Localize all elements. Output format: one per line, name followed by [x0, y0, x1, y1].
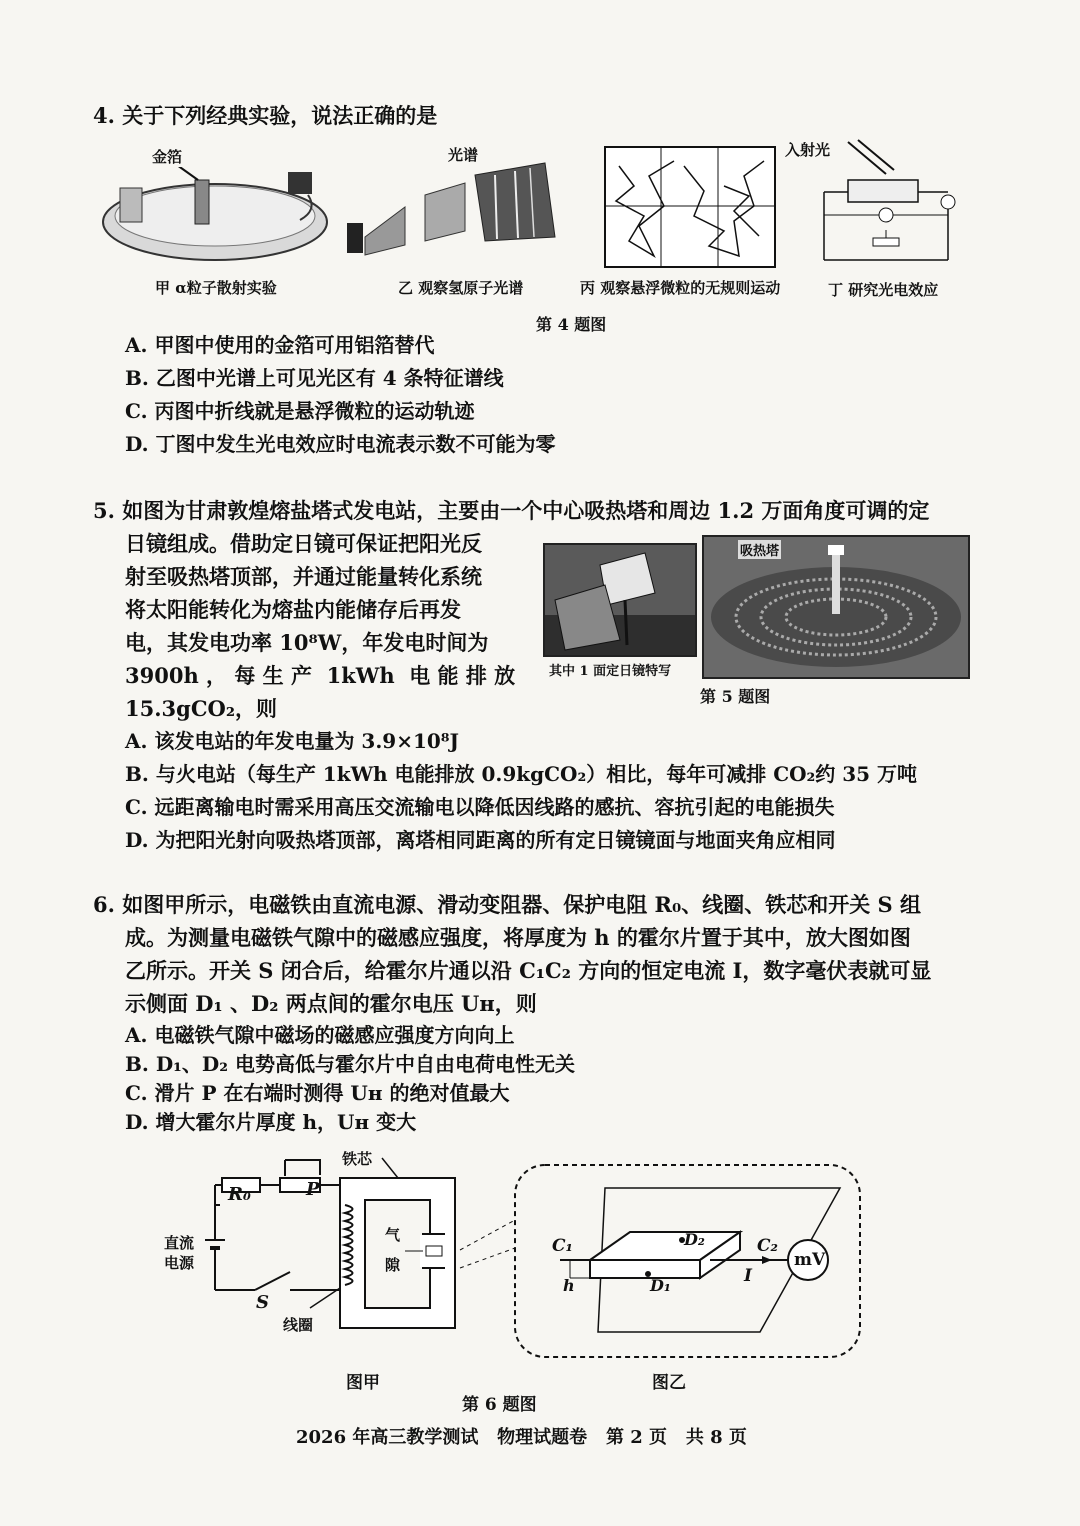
q5-figure-caption: 第 5 题图 [700, 687, 771, 706]
current-i-label: I [744, 1266, 752, 1286]
r0-label: R₀ [228, 1184, 251, 1205]
fig-a-caption: 图甲 [346, 1373, 380, 1393]
alpha-scattering-figure [100, 150, 335, 270]
air-gap-label-2: 隙 [385, 1256, 401, 1274]
dc-source-label-2: 电源 [164, 1254, 195, 1272]
q6-option-b[interactable]: B. D₁、D₂ 电势高低与霍尔片中自由电荷电性无关 [125, 1052, 575, 1076]
caption-ding: 丁 研究光电效应 [828, 281, 939, 299]
caption-bing: 丙 观察悬浮微粒的无规则运动 [580, 279, 781, 297]
iron-core-label: 铁芯 [342, 1150, 373, 1168]
q4-option-d[interactable]: D. 丁图中发生光电效应时电流表示数不可能为零 [125, 432, 556, 456]
q6-figure-caption: 第 6 题图 [462, 1395, 537, 1415]
slider-p-label: P [306, 1179, 320, 1200]
q5-option-a[interactable]: A. 该发电站的年发电量为 3.9×10⁸J [125, 729, 460, 753]
q5-stem-line5: 电，其发电功率 10⁸W，年发电时间为 [125, 630, 489, 655]
caption-yi: 乙 观察氢原子光谱 [398, 279, 524, 297]
coil-label: 线圈 [283, 1316, 314, 1334]
q5-option-c[interactable]: C. 远距离输电时需采用高压交流输电以降低因线路的感抗、容抗引起的电能损失 [125, 795, 835, 819]
q5-option-b[interactable]: B. 与火电站（每生产 1kWh 电能排放 0.9kgCO₂）相比，每年可减排 CO₂约 35 万吨 [125, 762, 918, 786]
millivoltmeter-label: mV [794, 1250, 826, 1270]
q4-stem: 4. 关于下列经典实验，说法正确的是 [93, 103, 438, 128]
thickness-h-label: h [563, 1276, 575, 1295]
dc-source-label-1: 直流 [164, 1234, 195, 1252]
spectrum-label: 光谱 [448, 146, 479, 164]
q5-stem-line3: 射至吸热塔顶部，并通过能量转化系统 [125, 564, 482, 589]
q4-option-a[interactable]: A. 甲图中使用的金箔可用铝箔替代 [125, 333, 435, 357]
q5-option-d[interactable]: D. 为把阳光射向吸热塔顶部，离塔相同距离的所有定日镜镜面与地面夹角应相同 [125, 828, 836, 852]
q6-stem-line3: 乙所示。开关 S 闭合后，给霍尔片通以沿 C₁C₂ 方向的恒定电流 I，数字毫伏表就可显 [125, 958, 932, 983]
switch-s-label: S [256, 1292, 269, 1313]
q4-option-b[interactable]: B. 乙图中光谱上可见光区有 4 条特征谱线 [125, 366, 504, 390]
air-gap-label-1: 气 [385, 1226, 401, 1244]
q6-stem-line2: 成。为测量电磁铁气隙中的磁感应强度，将厚度为 h 的霍尔片置于其中，放大图如图 [125, 925, 911, 950]
q6-stem-line4: 示侧面 D₁ 、D₂ 两点间的霍尔电压 Uʜ，则 [125, 991, 537, 1016]
tower-label: 吸热塔 [738, 540, 781, 559]
c2-label: C₂ [757, 1236, 778, 1256]
incident-light-arrow [838, 138, 898, 182]
page-footer: 2026 年高三教学测试 物理试题卷 第 2 页 共 8 页 [296, 1427, 747, 1448]
fig-b-caption: 图乙 [652, 1373, 686, 1393]
heliostat-photo-caption: 其中 1 面定日镜特写 [549, 664, 672, 679]
d2-label: D₂ [684, 1230, 705, 1249]
d1-label: D₁ [650, 1276, 671, 1295]
q6-option-a[interactable]: A. 电磁铁气隙中磁场的磁感应强度方向向上 [125, 1023, 515, 1047]
q5-stem-line7: 15.3gCO₂，则 [125, 696, 278, 721]
q4-option-c[interactable]: C. 丙图中折线就是悬浮微粒的运动轨迹 [125, 399, 475, 423]
q5-stem-line4: 将太阳能转化为熔盐内能储存后再发 [125, 597, 461, 622]
heliostat-photo [543, 543, 697, 657]
q5-stem-line1: 5. 如图为甘肃敦煌熔盐塔式发电站，主要由一个中心吸热塔和周边 1.2 万面角度可调的定 [93, 498, 930, 523]
q4-figure-caption: 第 4 题图 [536, 315, 607, 334]
q5-stem-line6: 3900h ， 每 生 产 1kWh 电 能 排 放 [125, 663, 516, 688]
brownian-motion-figure [604, 146, 776, 268]
gold-foil-label: 金箔 [152, 148, 183, 166]
q6-option-c[interactable]: C. 滑片 P 在右端时测得 Uʜ 的绝对值最大 [125, 1081, 510, 1105]
q5-stem-line2: 日镜组成。借助定日镜可保证把阳光反 [125, 531, 482, 556]
q6-option-d[interactable]: D. 增大霍尔片厚度 h，Uʜ 变大 [125, 1110, 417, 1134]
caption-jia: 甲 α粒子散射实验 [155, 279, 277, 297]
q6-stem-line1: 6. 如图甲所示，电磁铁由直流电源、滑动变阻器、保护电阻 R₀、线圈、铁芯和开关 S 组 [93, 892, 921, 917]
c1-label: C₁ [552, 1236, 573, 1256]
incident-light-label: 入射光 [785, 141, 831, 159]
